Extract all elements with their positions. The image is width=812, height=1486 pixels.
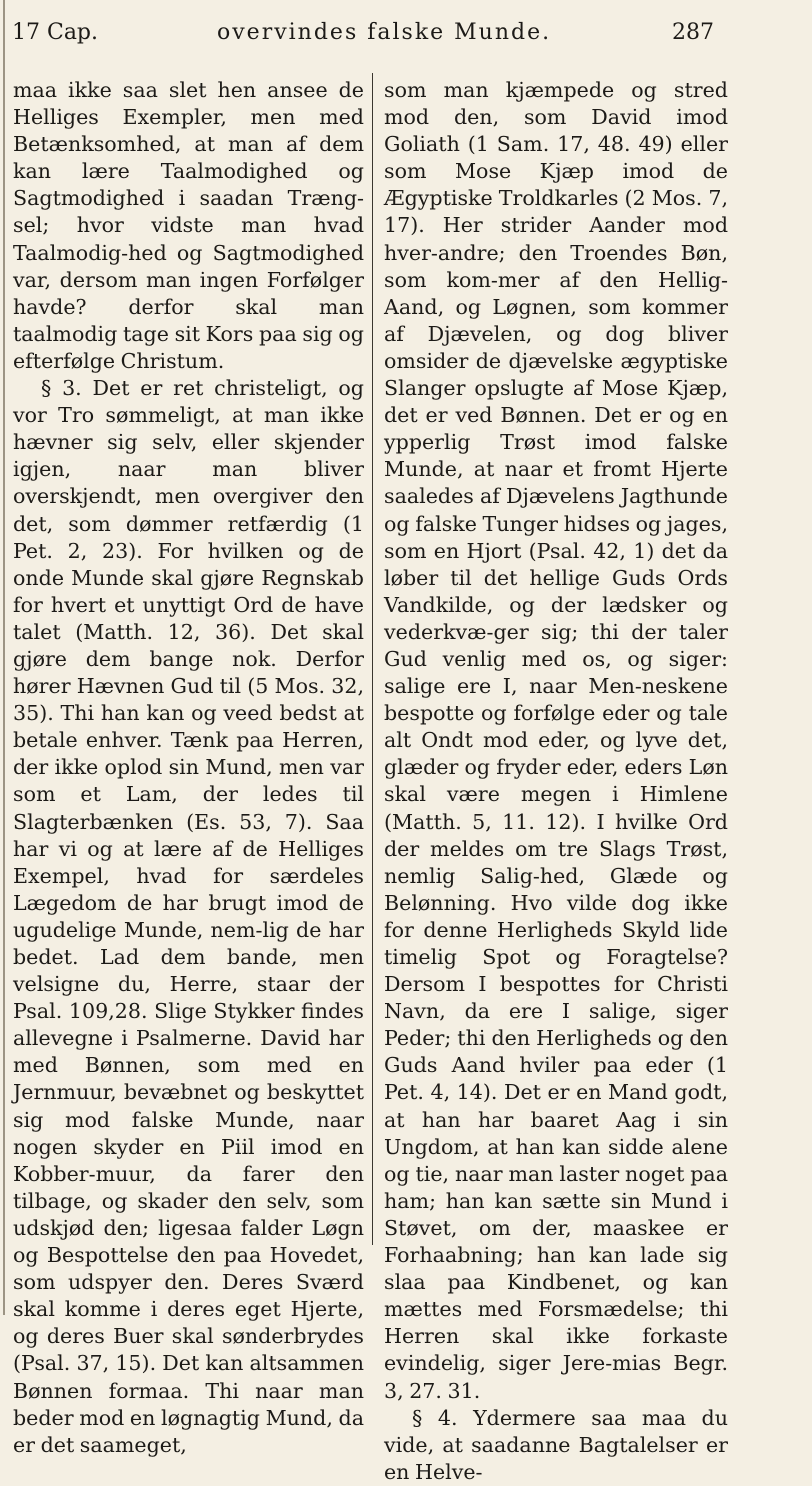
right-paragraph-section-4: § 4. Ydermere saa maa du vide, at saadanne Bagtalelser er en Helve- (384, 1405, 728, 1484)
binding-edge-rule (3, 0, 5, 1315)
running-title: overvindes falske Munde. (217, 20, 552, 45)
chapter-label: 17 Cap. (12, 20, 99, 45)
running-header (12, 20, 712, 54)
left-paragraph-1: maa ikke saa slet hen ansee de Helliges Exempler, men med Betænksomhed, at man af dem kan lære Taalmodighed og Sagtmodighed i saadan Træng-sel; hvor vidste man hvad Taalmodig-hed og Sagtmodighed var, dersom man ingen Forfølger havde? derfor skal man taalmodig tage sit Kors paa sig og efterfølge Christum. (13, 78, 364, 373)
column-divider (372, 73, 373, 1245)
page-number: 287 (672, 20, 714, 45)
right-column (384, 77, 728, 1486)
left-paragraph-section-3: § 3. Det er ret christeligt, og vor Tro sømmeligt, at man ikke hævner sig selv, eller skjender igjen, naar man bliver overskjendt, men overgiver den det, som dømmer retfærdig (1 Pet. 2, 23). For hvilken og de onde Munde skal gjøre Regnskab for hvert et unyttigt Ord de have talet (Matth. 12, 36). Det skal gjøre dem bange nok. Derfor hører Hævnen Gud til (5 Mos. 32, 35). Thi han kan og veed bedst at betale enhver. Tænk paa Herren, der ikke oplod sin Mund, men var som et Lam, der ledes til Slagterbænken (Es. 53, 7). Saa har vi og at lære af de Helliges Exempel, hvad for særdeles Lægedom de har brugt imod de ugudelige Munde, nem-lig de har bedet. Lad dem bande, men velsigne du, Herre, staar der Psal. 109,28. Slige Stykker findes allevegne i Psalmerne. David har med Bønnen, som med en Jernmuur, bevæbnet og beskyttet sig mod falske Munde, naar nogen skyder en Piil imod en Kobber-muur, da farer den tilbage, og skader den selv, som udskjød den; ligesaa falder Løgn og Bespottelse den paa Hovedet, som udspyer den. Deres Sværd skal komme i deres eget Hjerte, og deres Buer skal sønderbrydes (Psal. 37, 15). Det kan altsammen Bønnen formaa. Thi naar man beder mod en løgnagtig Mund, da er det saameget, (13, 376, 364, 1457)
left-column (13, 77, 364, 1459)
right-paragraph-1: som man kjæmpede og stred mod den, som David imod Goliath (1 Sam. 17, 48. 49) eller som Mose Kjæp imod de Ægyptiske Troldkarles (2 Mos. 7, 17). Her strider Aander mod hver-andre; den Troendes Bøn, som kom-mer af den Hellig-Aand, og Løgnen, som kommer af Djævelen, og dog bliver omsider de djævelske ægyptiske Slanger opslugte af Mose Kjæp, det er ved Bønnen. Det er og en ypperlig Trøst imod falske Munde, at naar et fromt Hjerte saaledes af Djævelens Jagthunde og falske Tunger hidses og jages, som en Hjort (Psal. 42, 1) det da løber til det hellige Guds Ords Vandkilde, og der lædsker og vederkvæ-ger sig; thi der taler Gud venlig med os, og siger: salige ere I, naar Men-neskene bespotte og forfølge eder og tale alt Ondt mod eder, og lyve det, glæder og fryder eder, eders Løn skal være megen i Himlene (Matth. 5, 11. 12). I hvilke Ord der meldes om tre Slags Trøst, nemlig Salig-hed, Glæde og Belønning. Hvo vilde dog ikke for denne Herligheds Skyld lide timelig Spot og Foragtelse? Dersom I bespottes for Christi Navn, da ere I salige, siger Peder; thi den Herligheds og den Guds Aand hviler paa eder (1 Pet. 4, 14). Det er en Mand godt, at han har baaret Aag i sin Ungdom, at han kan sidde alene og tie, naar man laster noget paa ham; han kan sætte sin Mund i Støvet, om der, maaskee er Forhaabning; han kan lade sig slaa paa Kindbenet, og kan mættes med Forsmædelse; thi Herren skal ikke forkaste evindelig, siger Jere-mias Begr. 3, 27. 31. (384, 78, 728, 1403)
